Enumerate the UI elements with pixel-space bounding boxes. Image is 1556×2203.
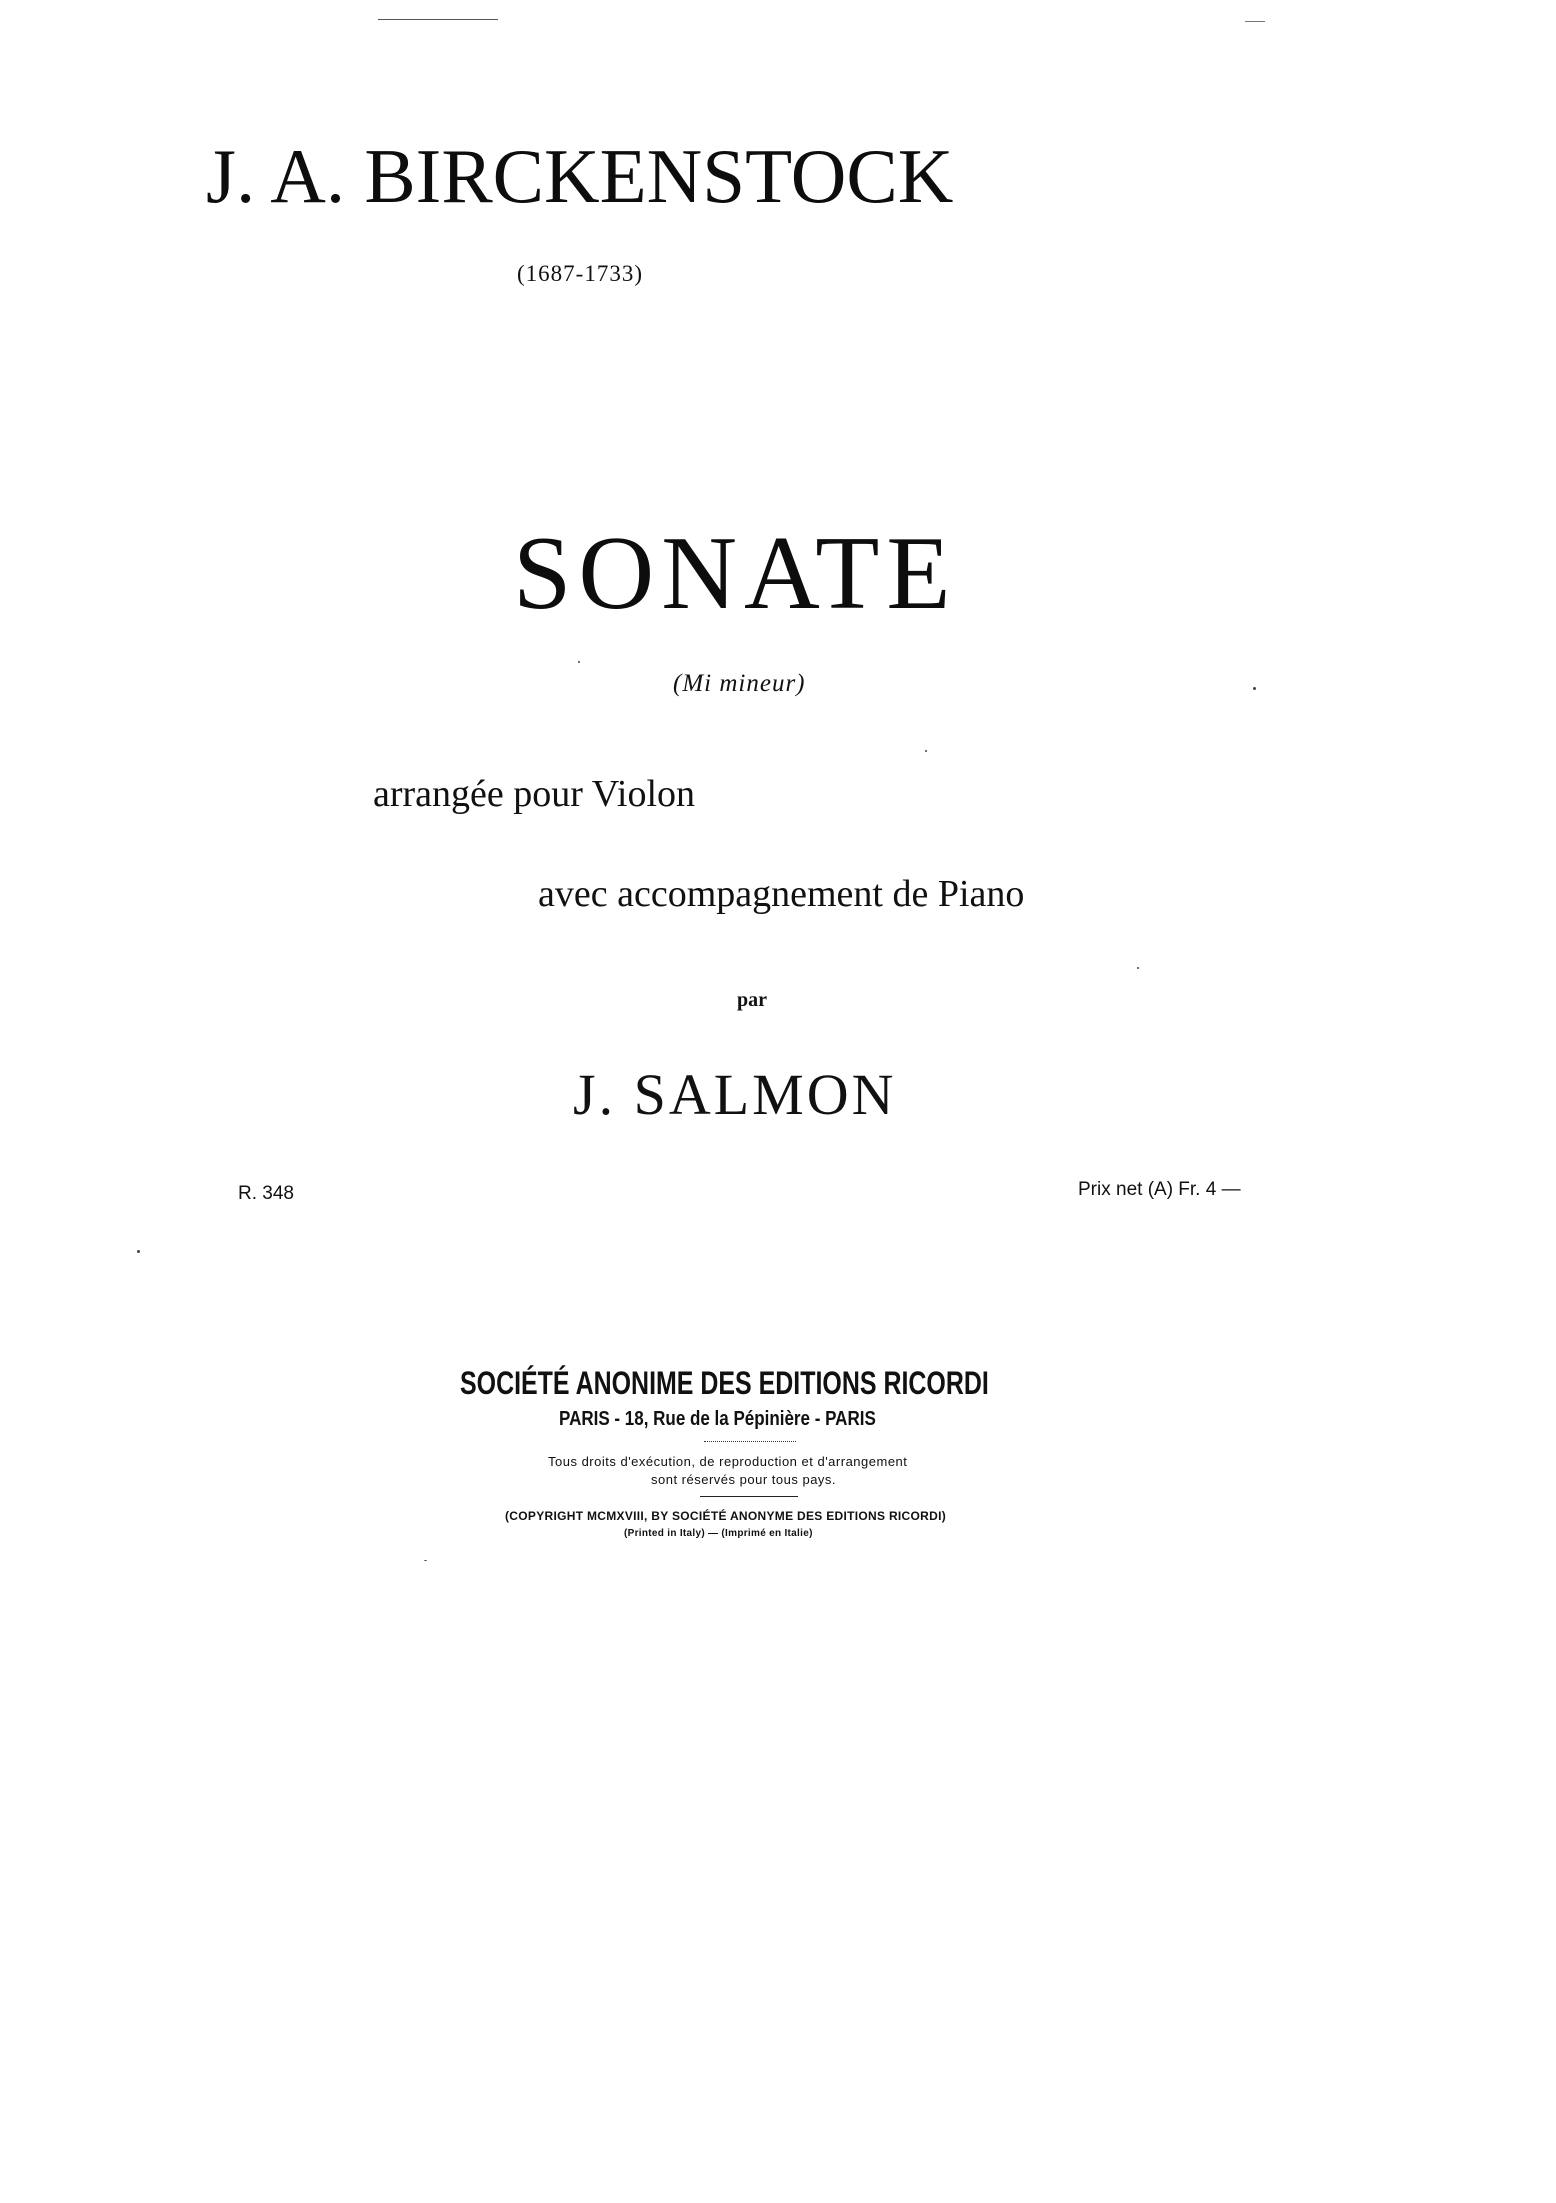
by-label: par <box>737 989 767 1011</box>
arrangement-line-1: arrangée pour Violon <box>373 773 696 815</box>
rights-line-1: Tous droits d'exécution, de reproduction et d'arrangement <box>548 1454 908 1469</box>
arrangement-line-2: avec accompagnement de Piano <box>538 873 1025 915</box>
divider-2 <box>700 1496 798 1497</box>
divider-1 <box>704 1441 796 1443</box>
scan-mark-top <box>378 19 498 20</box>
scan-speck <box>1137 967 1139 969</box>
composer-name: J. A. BIRCKENSTOCK <box>206 133 954 219</box>
arranger-name: J. SALMON <box>573 1062 897 1127</box>
scan-speck <box>578 661 580 663</box>
rights-line-2: sont réservés pour tous pays. <box>651 1472 837 1487</box>
work-title: SONATE <box>513 514 958 631</box>
price-label: Prix net (A) Fr. 4 — <box>1078 1179 1241 1200</box>
scan-speck <box>137 1250 140 1253</box>
publisher-address: PARIS - 18, Rue de la Pépinière - PARIS <box>559 1408 876 1430</box>
copyright-line: (COPYRIGHT MCMXVIII, BY SOCIÉTÉ ANONYME DES EDITIONS RICORDI) <box>505 1509 947 1523</box>
work-key: (Mi mineur) <box>673 670 806 697</box>
scan-speck <box>424 1560 427 1561</box>
composer-dates: (1687-1733) <box>517 261 643 286</box>
scan-mark-top-right <box>1245 21 1265 22</box>
scan-speck <box>1253 687 1256 690</box>
printed-line: (Printed in Italy) — (Imprimé en Italie) <box>624 1528 813 1539</box>
catalog-number: R. 348 <box>238 1183 294 1204</box>
scan-speck <box>925 750 927 752</box>
publisher-name: SOCIÉTÉ ANONIME DES EDITIONS RICORDI <box>460 1365 989 1401</box>
